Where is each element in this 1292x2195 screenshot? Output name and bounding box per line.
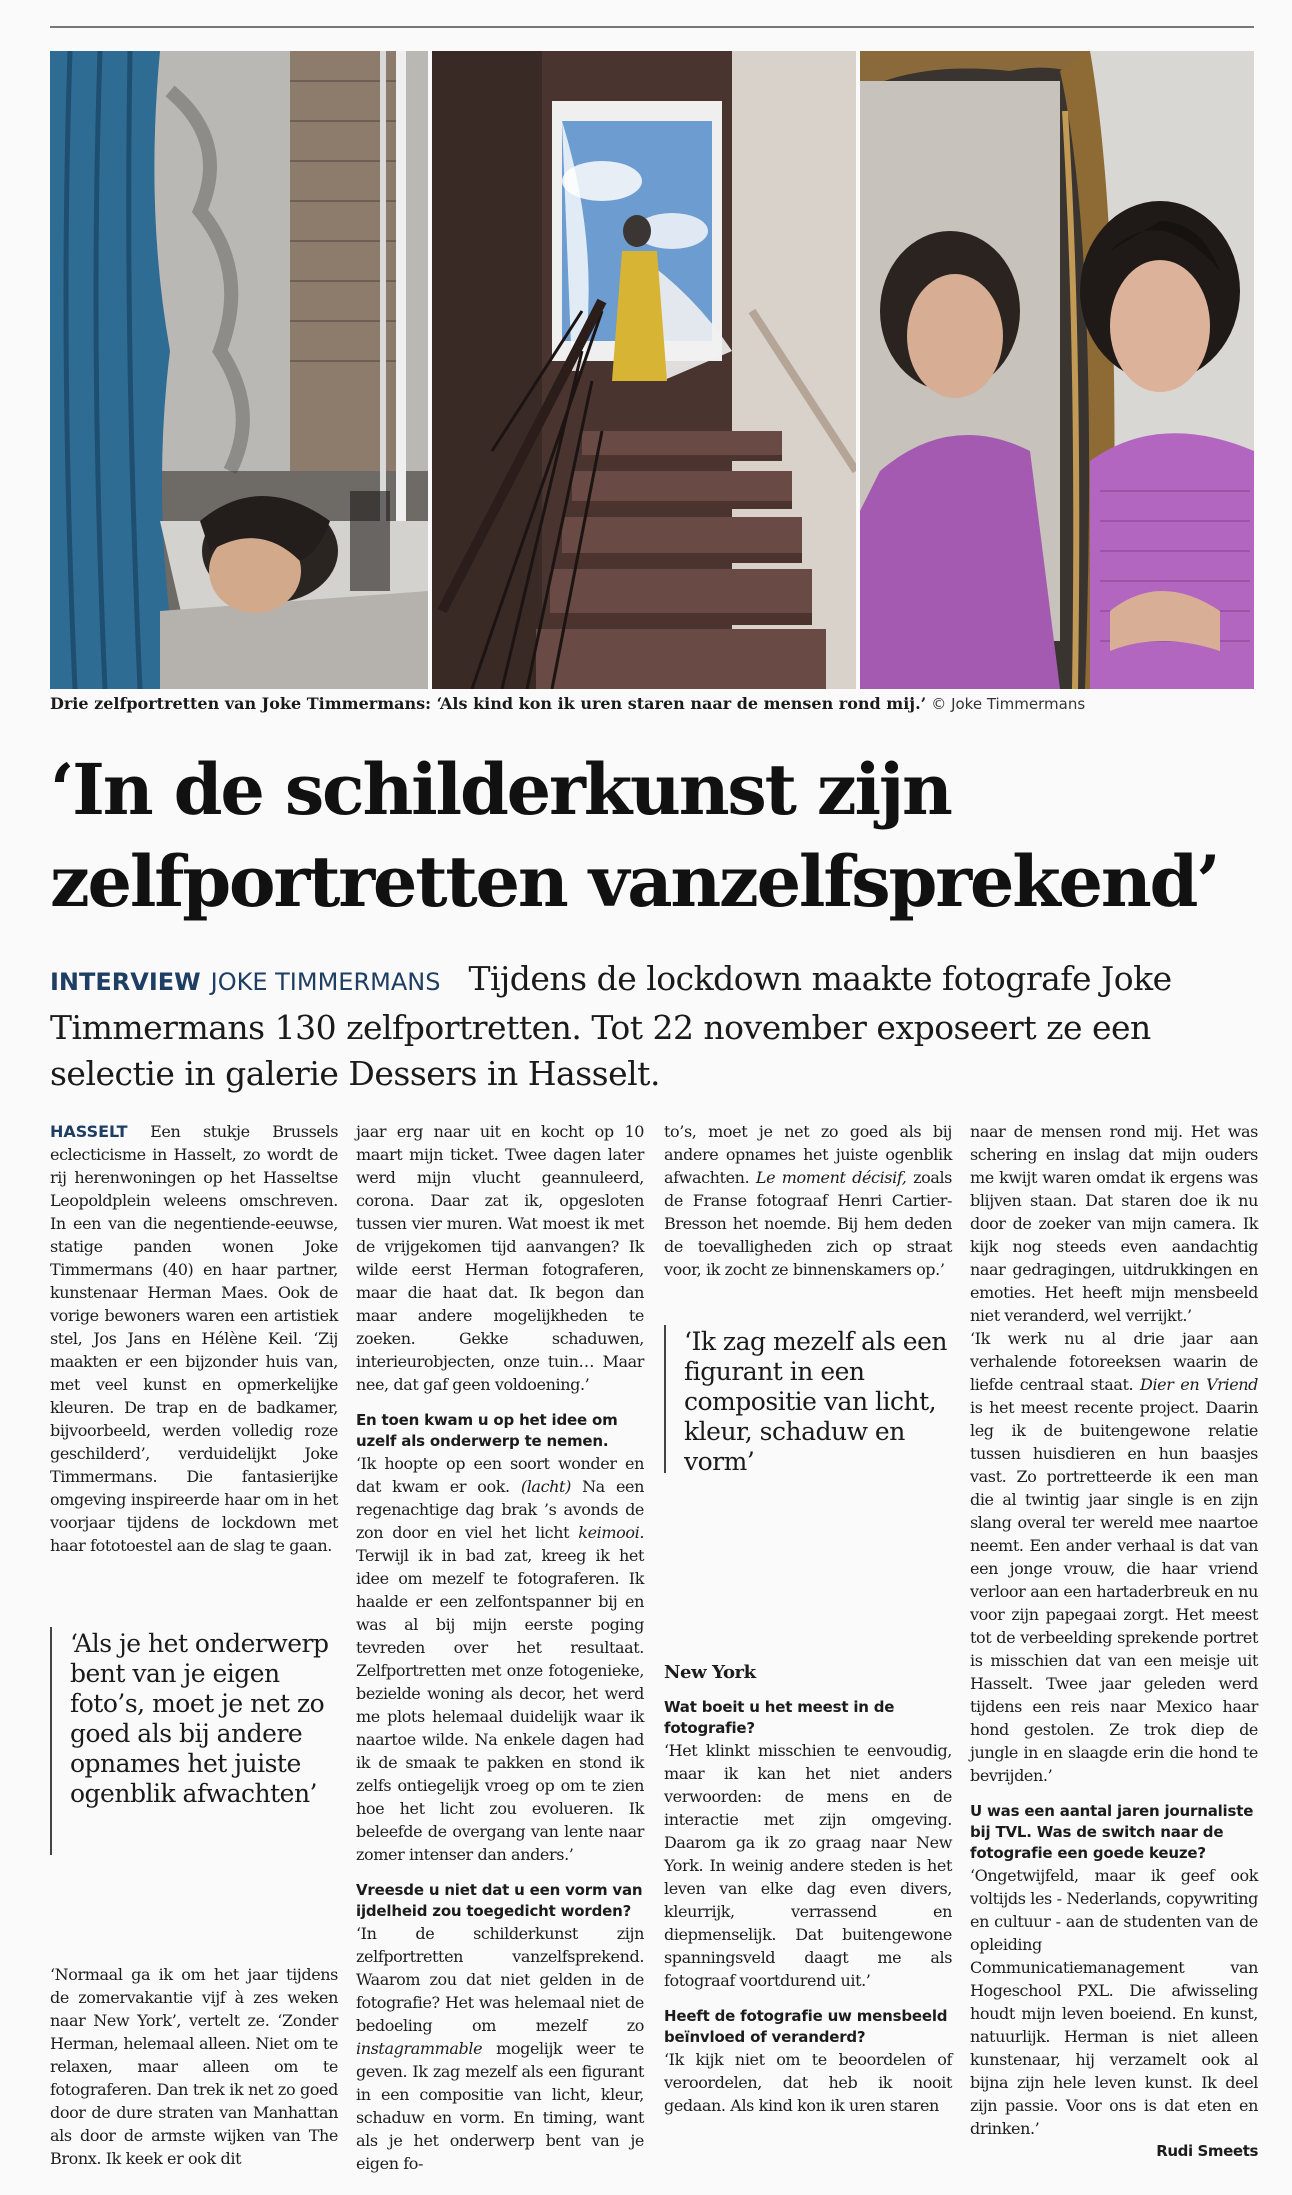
pull-quote: ‘Ik zag mezelf als een figurant in een compositie van licht, kleur, schaduw en vorm’ [664, 1325, 952, 1473]
headline-line-2: zelfportretten vanzelfsprekend’ [50, 840, 1219, 923]
paragraph-text: zoals de Franse fotograaf Henri Cartier-Bresson het noemde. Bij hem deden de toevalligheden zich op straat voor, ik zocht ze binnenskamers op.’ [664, 1168, 952, 1279]
paragraph-italic: instagrammable [356, 2039, 483, 2058]
interview-question: Wat boeit u het meest in de fotografie? [664, 1698, 895, 1737]
paragraph-text: is het meest recente project. Daarin leg ik de buitengewone relatie tussen huisdieren en hun baasjes vast. Zo portretteerde ik een man die al twintig jaar single is en zijn slang overal ter wereld mee naartoe neemt. Een ander verhaal is dat van een jonge vrouw, die haar vriend verloor aan een hartaderbreuk en nu voor zijn papegaai zorgt. Het meest tot de verbeelding sprekende portret is misschien dat van een meisje uit Hasselt. Twee jaar geleden werd tijdens een reis naar Mexico haar hond gestolen. Ze trok diep de jungle in en slaagde erin die hond te bevrijden.’ [970, 1398, 1258, 1785]
photo-strip [50, 51, 1254, 689]
paragraph-text: Na een regenachtige dag brak ’s avonds de zon door en viel het licht [356, 1477, 645, 1542]
article-column-2 [356, 1120, 644, 2175]
paragraph-italic: keimooi. [578, 1523, 645, 1542]
paragraph-text: mogelijk weer te geven. Ik zag mezelf als een figurant in een compositie van licht, kleur, schaduw en vorm. En timing, want als je het onderwerp bent van je eigen fo- [356, 2039, 644, 2173]
pull-quote: ‘Als je het onderwerp bent van je eigen foto’s, moet je net zo goed als bij andere opnames het juiste ogenblik afwachten’ [50, 1627, 338, 1855]
paragraph: jaar erg naar uit en kocht op 10 maart mijn ticket. Twee dagen later werd mijn vlucht geannuleerd, corona. Daar zat ik, opgesloten tussen vier muren. Wat moest ik met de vrijgekomen tijd aanvangen? Ik wilde eerst Herman fotograferen, maar die haat dat. Ik begon dan maar andere mogelijkheden te zoeken. Gekke schaduwen, interieurobjecten, onze tuin… Maar nee, dat gaf geen voldoening.’ [356, 1122, 644, 1394]
headline-line-1: ‘In de schilderkunst zijn [50, 748, 951, 831]
interview-question: En toen kwam u op het idee om uzelf als onderwerp te nemen. [356, 1411, 618, 1450]
interview-question: Vreesde u niet dat u een vorm van ijdelheid zou toegedicht worden? [356, 1881, 643, 1920]
paragraph-italic: Dier en Vriend [1140, 1375, 1259, 1394]
paragraph-italic: (lacht) [520, 1477, 571, 1496]
kicker-label: INTERVIEW [50, 968, 201, 996]
headline [50, 744, 1260, 928]
article-column-1 [50, 1120, 338, 2170]
dateline: HASSELT [50, 1122, 128, 1141]
top-rule [50, 26, 1254, 28]
paragraph: naar de mensen rond mij. Het was schering en inslag dat mijn ouders me kwijt waren omdat ik ergens was blijven staan. Dat staren doe ik nu door de zoeker van mijn camera. Ik kijk nog steeds even aandachtig naar gedragingen, uitdrukkingen en emoties. Het heeft mijn mensbeeld niet veranderd, wel verrijkt.’ [970, 1122, 1258, 1325]
paragraph [970, 1327, 1258, 1787]
subheading: New York [664, 1662, 756, 1683]
photo-staircase-self-portrait [432, 51, 856, 689]
photo-mirror-self-portrait [860, 51, 1254, 689]
paragraph-text: ‘Ik werk nu al drie jaar aan verhalende fotoreeksen waarin de liefde centraal staat. [970, 1329, 1258, 1394]
paragraph: ‘Ik kijk niet om te beoordelen of veroordelen, dat heb ik nooit gedaan. Als kind kon ik uren staren [664, 2050, 952, 2115]
paragraph [356, 1452, 644, 1866]
paragraph [664, 1120, 952, 1281]
paragraph [50, 1120, 338, 1557]
paragraph [356, 1922, 644, 2175]
article-column-3 [664, 1120, 952, 2117]
paragraph: ‘Ongetwijfeld, maar ik geef ook voltijds les - Nederlands, copywriting en cultuur - aan de studenten van de opleiding Communicatiemanagement van Hogeschool PXL. Die afwisseling houdt mijn leven boeiend. En kunst, natuurlijk. Herman is niet alleen kunstenaar, hij verzamelt ook al bijna zijn hele leven kunst. Ik deel zijn passie. Voor ons is dat eten en drinken.’ [970, 1866, 1258, 2138]
paragraph-italic: Le moment décisif, [755, 1168, 907, 1187]
lead-text: Tijdens de lockdown maakte fotografe Joke Timmermans 130 zelfportretten. Tot 22 november exposeert ze een selectie in galerie Dessers in Hasselt. [50, 959, 1172, 1093]
interview-question: Heeft de fotografie uw mensbeeld beïnvloed of veranderd? [664, 2007, 948, 2046]
kicker-name: JOKE TIMMERMANS [210, 968, 441, 996]
article-column-4 [970, 1120, 1258, 2163]
lead-paragraph [50, 956, 1254, 1097]
paragraph-text: Terwijl ik in bad zat, kreeg ik het idee om mezelf te fotograferen. Ik haalde er een zelfontspanner bij en was al bij mijn eerste poging tevreden over het resultaat. Zelfportretten met onze fotogenieke, bezielde woning als decor, het werd me plots helemaal duidelijk waar ik naartoe wilde. Na enkele dagen had ik de smaak te pakken en stond ik zelfs ontiegelijk vroeg op om te zien hoe het licht zou evolueren. Ik beleefde de overgang van lente naar zomer intenser dan anders.’ [356, 1546, 644, 1864]
paragraph: ‘Normaal ga ik om het jaar tijdens de zomervakantie vijf à zes weken naar New York’, vertelt ze. ‘Zonder Herman, helemaal alleen. Niet om te relaxen, maar alleen om te fotograferen. Dan trek ik net zo goed door de dure straten van Manhattan als door de armste wijken van The Bronx. Ik keek er ook dit [50, 1965, 338, 2168]
interview-question: U was een aantal jaren journaliste bij TVL. Was de switch naar de fotografie een goede keuze? [970, 1802, 1254, 1862]
author-signature: Rudi Smeets [1156, 2142, 1258, 2160]
paragraph-text: Een stukje Brussels eclecticisme in Hasselt, zo wordt de rij herenwoningen op het Hasseltse Leopoldplein weleens omschreven. In een van die negentiende-eeuwse, statige panden wonen Joke Timmermans (40) en haar partner, kunstenaar Herman Maes. Ook de vorige bewoners waren een artistiek stel, Jos Jans en Hélène Keil. ‘Zij maakten er een bijzonder huis van, met veel kunst en opmerkelijke kleuren. De trap en de badkamer, bijvoorbeeld, werden volledig roze geschilderd’, verduidelijkt Joke Timmermans. Die fantasierijke omgeving inspireerde haar om in het voorjaar tijdens de lockdown met haar fototoestel aan de slag te gaan. [50, 1122, 339, 1555]
photo-caption [50, 693, 1254, 715]
paragraph: ‘Het klinkt misschien te eenvoudig, maar ik kan het niet anders verwoorden: de mens en de interactie met zijn omgeving. Daarom ga ik zo graag naar New York. In weinig andere steden is het leven van elke dag even divers, kleurrijk, verrassend en diepmenselijk. Dat buitengewone spanningsveld daagt me als fotograaf voortdurend uit.’ [664, 1741, 952, 1990]
paragraph-text: to’s, moet je net zo goed als bij andere opnames het juiste ogenblik afwachten. [664, 1122, 952, 1187]
paragraph-text: ‘In de schilderkunst zijn zelfportretten vanzelfsprekend. Waarom zou dat niet gelden in de fotografie? Het was helemaal niet de bedoeling om mezelf zo [356, 1924, 644, 2035]
paragraph-text: ‘Ik hoopte op een soort wonder en dat kwam er ook. [356, 1454, 644, 1496]
caption-text: Drie zelfportretten van Joke Timmermans: ‘Als kind kon ik uren staren naar de mensen rond mij.’ [50, 694, 927, 713]
photo-credit: © Joke Timmermans [931, 695, 1086, 713]
photo-window-self-portrait [50, 51, 428, 689]
